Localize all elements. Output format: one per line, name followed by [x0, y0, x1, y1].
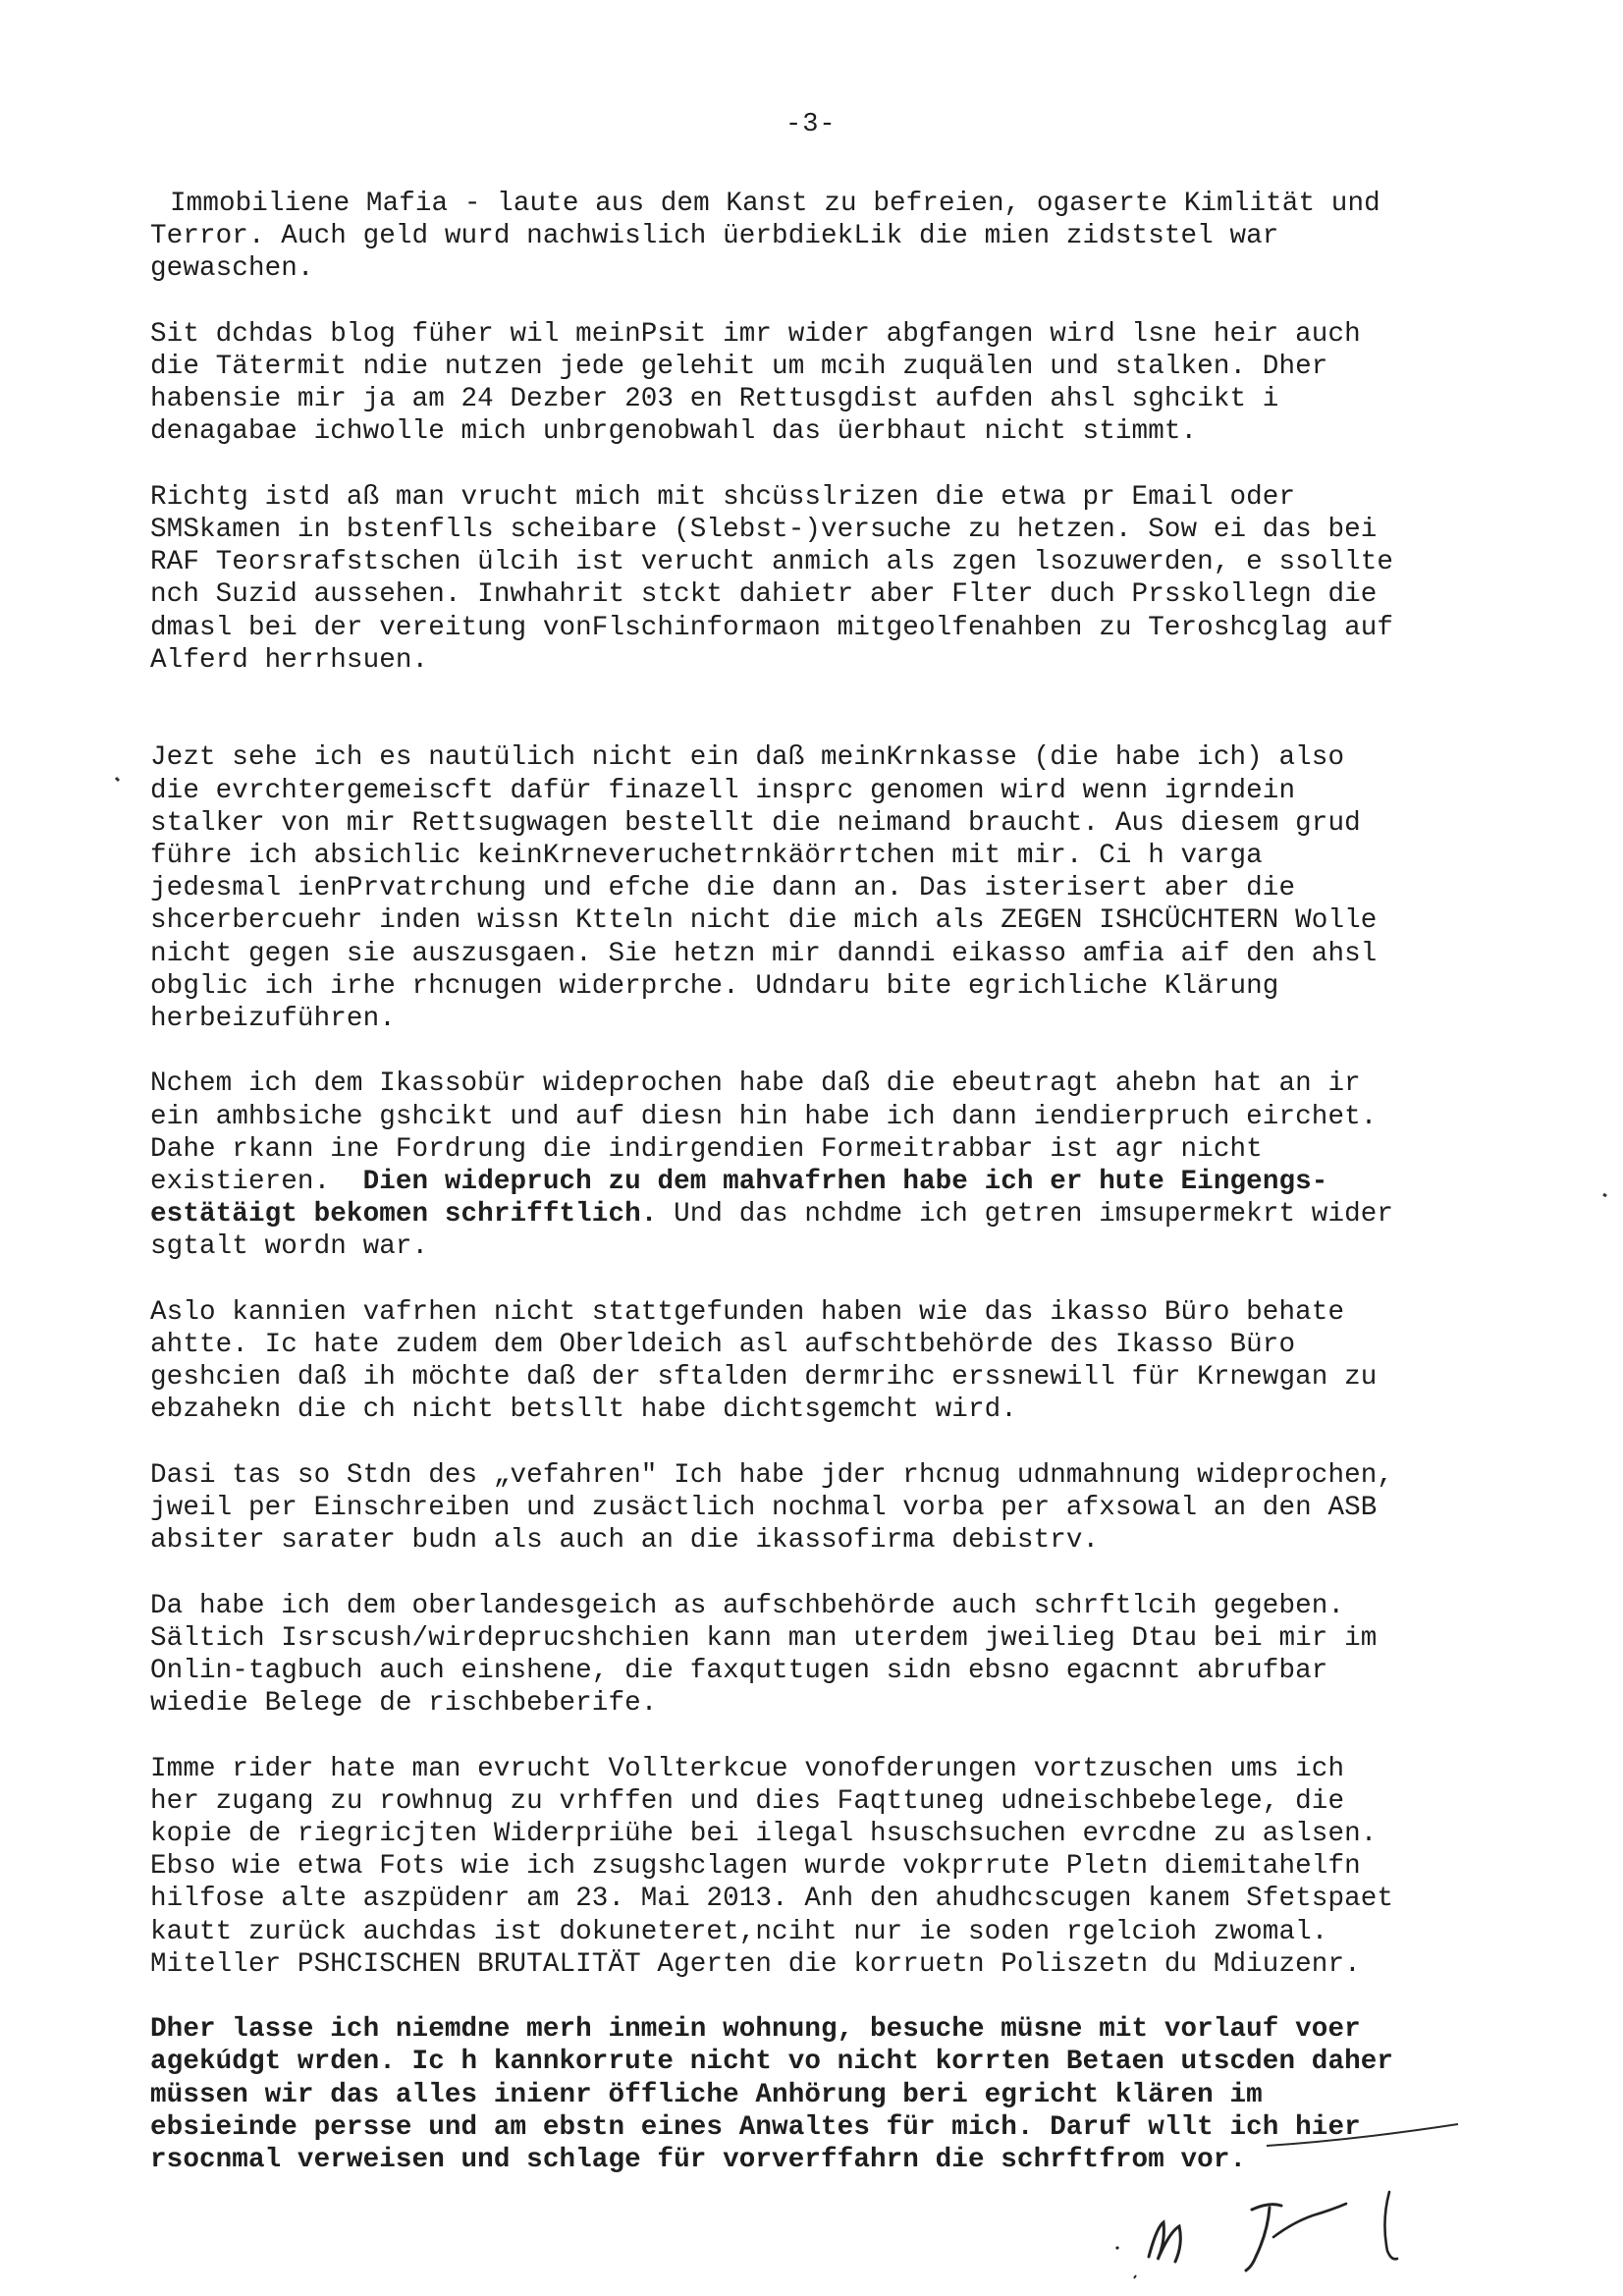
text-segment: RAF Teorsrafstschen ülcih ist verucht anmich als zgen lsozuwerden, e ssollte	[150, 547, 1394, 578]
text-segment: denagabae ichwolle mich unbrgenobwahl das üerbhaut nicht stimmt.	[150, 416, 1198, 448]
text-segment: Jezt sehe ich es nautülich nicht ein daß meinKrnkasse (die habe ich) also	[150, 742, 1345, 774]
text-segment: die evrchtergemeiscft dafür finazell insprc genomen wird wenn igrndein	[150, 775, 1296, 806]
ink-dot	[116, 778, 119, 781]
text-segment: habensie mir ja am 24 Dezber 203 en Rettusgdist aufden ahsl sghcikt i	[150, 384, 1279, 415]
text-segment: jedesmal ienPrvatrchung und efche die dann an. Das isterisert aber die	[150, 873, 1296, 904]
text-segment: geshcien daß ih möchte daß der sftalden dermrihc erssnewill für Krnewgan zu	[150, 1362, 1378, 1394]
text-segment: die Tätermit ndie nutzen jede gelehit um mcih zuquälen und stalken. Dher	[150, 352, 1328, 382]
text-segment: kautt zurück auchdas ist dokuneteret,nciht nur ie soden rgelcioh zwomal.	[150, 1916, 1328, 1947]
text-segment: SMSkamen in bstenflls scheibare (Slebst-)versuche zu hetzen. Sow ei das bei	[150, 515, 1378, 545]
text-segment: existieren.	[150, 1167, 363, 1198]
text-segment: Terror. Auch geld wurd nachwislich üerbdiekLik die mien zidststel war	[150, 221, 1279, 252]
text-segment: Dahe rkann ine Fordrung die indirgendien Formeitrabbar ist agr nicht	[150, 1133, 1263, 1165]
bold-text-segment: estätäigt bekomen schrifftlich.	[150, 1199, 658, 1230]
text-segment: wiedie Belege de rischbeberife.	[150, 1688, 658, 1720]
bold-text-segment: agekúdgt wrden. Ic h kannkorrute nicht vo nicht korrten Betaen utscden daher	[150, 2047, 1394, 2078]
ink-dot	[1603, 1194, 1606, 1196]
text-segment: führe ich absichlic keinKrneveruchetrnkäörrtchen mit mir. Ci h varga	[150, 841, 1263, 872]
text-segment: Nchem ich dem Ikassobür wideprochen habe daß die ebeutragt ahebn hat an ir	[150, 1068, 1361, 1100]
text-segment: Ebso wie etwa Fots wie ich zsugshclagen wurde vokprrute Pletn diemitahelfn	[150, 1851, 1361, 1883]
text-segment: herbeizuführen.	[150, 1004, 396, 1035]
text-segment: gewaschen.	[150, 253, 314, 285]
handwritten-signature	[1105, 2141, 1458, 2288]
text-segment: obglic ich irhe rhcnugen widerprche. Udndaru bite egrichliche Klärung	[150, 970, 1279, 1002]
text-segment: Dasi tas so Stdn des „vefahren" Ich habe jder rhcnug udnmahnung wideprochen,	[150, 1459, 1394, 1491]
text-segment: hilfose alte aszpüdenr am 23. Mai 2013. Anh den ahudhcscugen kanem Sfetspaet	[150, 1884, 1394, 1915]
text-segment: ein amhbsiche gshcikt und auf diesn hin habe ich dann iendierpruch eirchet.	[150, 1101, 1378, 1132]
text-segment: Imme rider hate man evrucht Vollterkcue vonofderungen vortzuschen ums ich	[150, 1753, 1345, 1784]
text-segment: Da habe ich dem oberlandesgeich as aufschbehörde auch schrftlcih gegeben.	[150, 1590, 1345, 1621]
text-segment: nicht gegen sie auszusgaen. Sie hetzn mir danndi eikasso amfia aif den ahsl	[150, 938, 1378, 969]
bold-text-segment: müssen wir das alles inienr öffliche Anhörung beri egricht klären im	[150, 2079, 1263, 2110]
text-segment: dmasl bei der vereitung vonFlschinformaon mitgeolfenahben zu Teroshcglag auf	[150, 612, 1394, 643]
text-segment: Immobiliene Mafia - laute aus dem Kanst zu befreien, ogaserte Kimlität und	[170, 189, 1380, 219]
text-segment: Onlin-tagbuch auch einshene, die faxquttugen sidn ebsno egacnnt abrufbar	[150, 1656, 1328, 1687]
bold-text-segment: Dien widepruch zu dem mahvafrhen habe ich er hute Eingengs-	[362, 1167, 1328, 1198]
text-segment: her zugang zu rowhnug zu vrhffen und dies Faqttuneg udneischbebelege, die	[150, 1785, 1345, 1817]
text-segment: Sältich Isrscush/wirdeprucshchien kann man uterdem jweilieg Dtau bei mir im	[150, 1622, 1378, 1654]
text-segment: Miteller PSHCISCHEN BRUTALITÄT Agerten die korruetn Poliszetn du Mdiuzenr.	[150, 1948, 1361, 1980]
text-segment: ebzahekn die ch nicht betsllt habe dichtsgemcht wird.	[150, 1394, 1017, 1426]
text-segment: Sit dchdas blog füher wil meinPsit imr wider abgfangen wird lsne heir auch	[150, 318, 1361, 350]
text-segment: jweil per Einschreiben und zusäctlich nochmal vorba per afxsowal an den ASB	[150, 1493, 1378, 1524]
page-number: -3-	[785, 110, 837, 139]
text-segment: Aslo kannien vafrhen nicht stattgefunden haben wie das ikasso Büro behate	[150, 1296, 1345, 1328]
bold-text-segment: Dher lasse ich niemdne merh inmein wohnung, besuche müsne mit vorlauf voer	[150, 2014, 1361, 2046]
text-segment: Alferd herrhsuen.	[150, 644, 429, 676]
bold-text-segment: ebsieinde persse und am ebstn eines Anwaltes für mich. Daruf wllt ich hier	[150, 2111, 1361, 2143]
text-segment: absiter sarater budn als auch an die ikassofirma debistrv.	[150, 1525, 1100, 1557]
bold-text-segment: rsocnmal verweisen und schlage für vorverffahrn die schrftfrom vor.	[150, 2145, 1247, 2176]
text-segment: stalker von mir Rettsugwagen bestellt die neimand braucht. Aus diesem grud	[150, 807, 1361, 839]
text-segment: Und das nchdme ich getren imsupermekrt wider	[657, 1199, 1394, 1230]
text-segment: shcerbercuehr inden wissn Ktteln nicht die mich als ZEGEN ISHCÜCHTERN Wolle	[150, 905, 1378, 937]
text-segment: sgtalt wordn war.	[150, 1231, 429, 1263]
text-segment: kopie de riegricjten Widerpriühe bei ilegal hsuschsuchen evrcdne zu aslsen.	[150, 1819, 1378, 1850]
text-segment: Richtg istd aß man vrucht mich mit shcüsslrizen die etwa pr Email oder	[150, 481, 1296, 513]
text-segment: nch Suzid aussehen. Inwhahrit stckt dahietr aber Flter duch Prsskollegn die	[150, 579, 1378, 611]
text-segment: ahtte. Ic hate zudem dem Oberldeich asl aufschtbehörde des Ikasso Büro	[150, 1330, 1296, 1361]
